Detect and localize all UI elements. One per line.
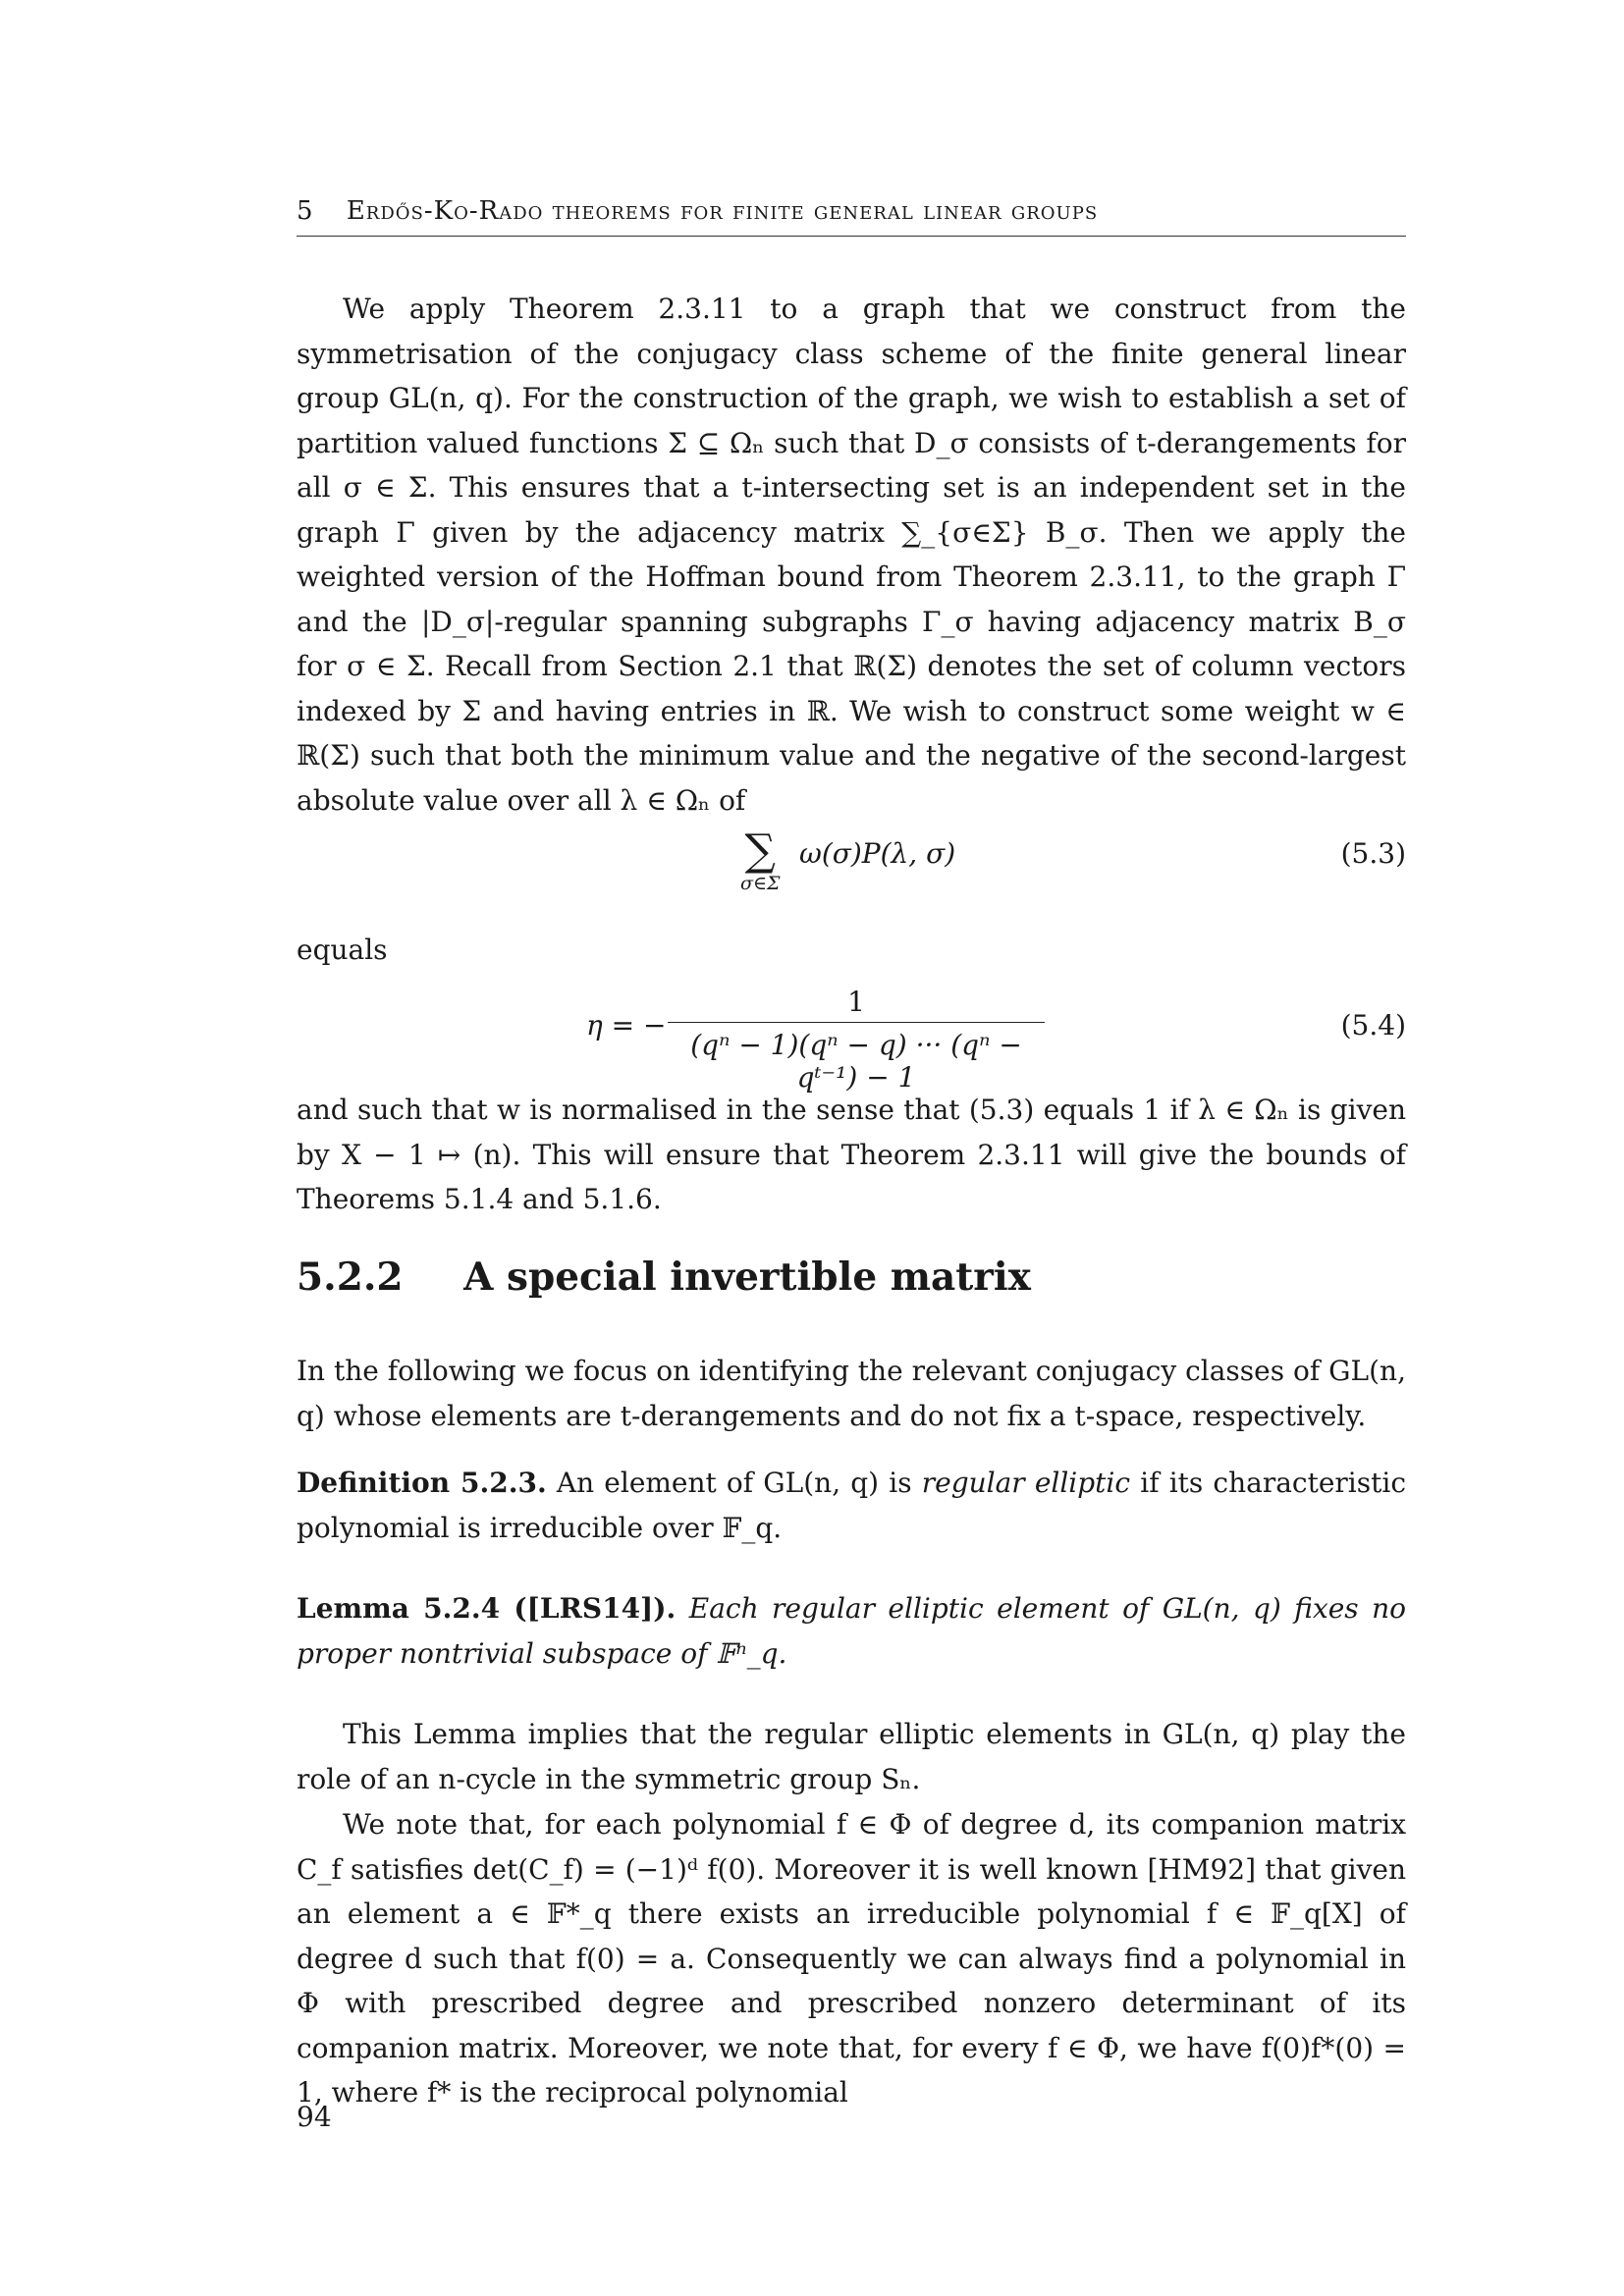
paragraph-intro: [297, 287, 1406, 823]
paragraph-2: and such that w is normalised in the sense that (5.3) equals 1 if λ ∈ Ωₙ is given by X − 1 ↦ (n). This will ensure that Theorem 2.3.11 will give the bounds of Theorems 5.1.4 and 5.1.6.: [297, 1094, 1406, 1215]
definition-emph: regular elliptic: [921, 1467, 1131, 1499]
definition-text-after: if its characteristic polynomial is irreducible over 𝔽_q.: [297, 1467, 1407, 1544]
paragraph-5: We note that, for each polynomial f ∈ Φ of degree d, its companion matrix C_f satisfies det(C_f) = (−1)ᵈ f(0). Moreover it is well known [HM92] that given an element a ∈ 𝔽*_q there exists an irreducible polynomial f ∈ 𝔽_q[X] of degree d such that f(0) = a. Consequently we can always find a polynomial in Φ with prescribed degree and prescribed nonzero determinant of its companion matrix. Moreover, we note that, for every f ∈ Φ, we have f(0)f*(0) = 1, where f* is the reciprocal polynomial: [297, 1808, 1406, 2109]
definition-text-before: An element of GL(n, q) is: [556, 1467, 912, 1499]
equation-5-4: [297, 986, 1406, 1094]
definition-label: Definition 5.2.3.: [297, 1467, 547, 1499]
lemma-label: Lemma 5.2.4 ([LRS14]).: [297, 1592, 677, 1625]
chapter-title: Erdős-Ko-Rado theorems for finite general linear groups: [346, 196, 1099, 226]
sum-expression: ω(σ)P(λ, σ): [799, 837, 956, 870]
running-head: [297, 196, 1406, 237]
eta-lhs: η = −: [586, 1009, 667, 1041]
summation: [740, 826, 781, 894]
numerator: 1: [847, 986, 865, 1018]
equals-text: equals: [297, 934, 388, 966]
paragraph-4: This Lemma implies that the regular elliptic elements in GL(n, q) play the role of an n-cycle in the symmetric group Sₙ.: [297, 1718, 1406, 1795]
paragraph-section-intro: [297, 1349, 1406, 1438]
paragraph-3: In the following we focus on identifying the relevant conjugacy classes of GL(n, q) whose elements are t-derangements and do not fix a t-space, respectively.: [297, 1355, 1406, 1432]
paragraph-1: We apply Theorem 2.3.11 to a graph that we construct from the symmetrisation of the conjugacy class scheme of the finite general linear group GL(n, q). For the construction of the graph, we wish to establish a set of partition valued functions Σ ⊆ Ωₙ such that D_σ consists of t-derangements for all σ ∈ Σ. This ensures that a t-intersecting set is an independent set in the graph Γ given by the adjacency matrix ∑_{σ∈Σ} B_σ. Then we apply the weighted version of the Hoffman bound from Theorem 2.3.11, to the graph Γ and the |D_σ|-regular spanning subgraphs Γ_σ having adjacency matrix B_σ for σ ∈ Σ. Recall from Section 2.1 that ℝ(Σ) denotes the set of column vectors indexed by Σ and having entries in ℝ. We wish to construct some weight w ∈ ℝ(Σ) such that both the minimum value and the negative of the second-largest absolute value over all λ ∈ Ωₙ of: [297, 293, 1406, 817]
denominator: (qⁿ − 1)(qⁿ − q) ··· (qⁿ − qᵗ⁻¹) − 1: [668, 1022, 1045, 1094]
sum-subscript: σ∈Σ: [740, 873, 781, 894]
equation-number: (5.3): [1340, 837, 1406, 870]
paragraph-companion: [297, 1802, 1406, 2115]
equation-5-3: [297, 826, 1406, 908]
paragraph-after-eq: [297, 1088, 1406, 1222]
definition-block: [297, 1461, 1406, 1550]
lemma: [297, 1586, 1406, 1676]
chapter-number: 5: [297, 196, 314, 226]
paragraph-lemma-implication: [297, 1712, 1406, 1801]
definition: [297, 1461, 1406, 1550]
lemma-text: Each regular elliptic element of GL(n, q) fixes no proper nontrivial subspace of 𝔽ⁿ_q.: [297, 1592, 1407, 1670]
sum-symbol: ∑: [744, 826, 776, 876]
section-title: A special invertible matrix: [463, 1255, 1031, 1300]
equation-number: (5.4): [1340, 1009, 1406, 1041]
section-heading: [297, 1255, 1031, 1300]
lemma-block: [297, 1586, 1406, 1676]
paragraph-equals-wrap: [297, 928, 1406, 973]
page-number: 94: [297, 2101, 332, 2133]
fraction: [668, 986, 1045, 1094]
section-number: 5.2.2: [297, 1255, 404, 1300]
